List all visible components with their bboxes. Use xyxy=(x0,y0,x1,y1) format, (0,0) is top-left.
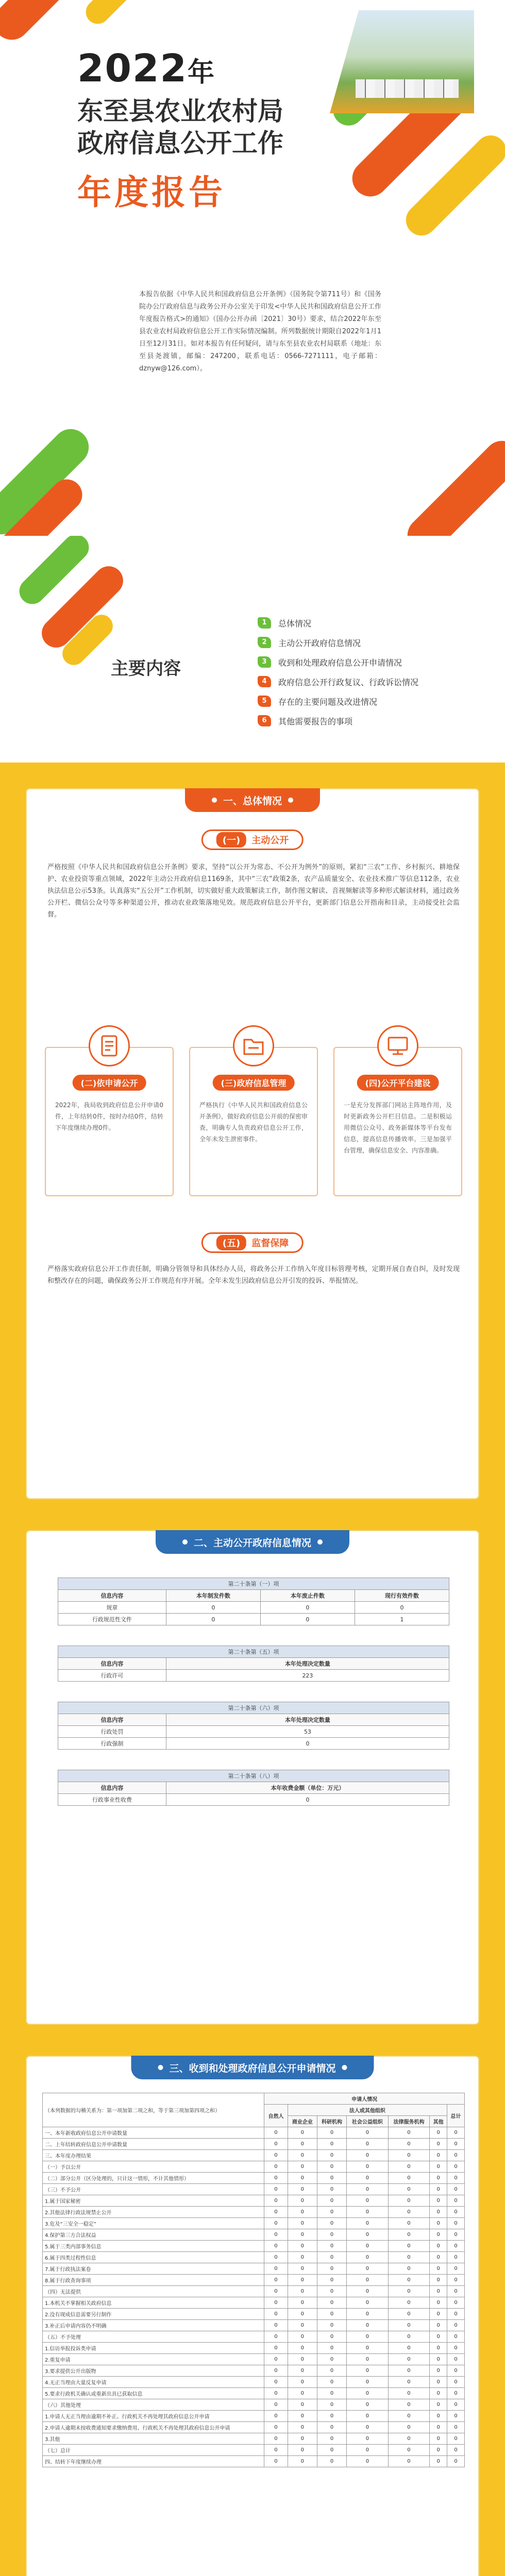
table-row: 3.危及“三安全一稳定” 0 0 0 0 0 0 0 xyxy=(43,2218,465,2229)
card-platform-building xyxy=(333,1047,462,1196)
toc-item[interactable] xyxy=(258,652,418,672)
card-text: 2022年，我局收到政府信息公开申请0件，上年结转0件，按时办结0件，结转下年度继续办理0件。 xyxy=(55,1101,163,1131)
table-of-contents xyxy=(0,536,505,762)
subsection-heading: (五) 监督保障 xyxy=(201,1232,304,1253)
supervision-text: 严格落实政府信息公开工作责任制，明确分管领导和具体经办人员，将政务公开工作纳入年度目标管理考核，定期开展自查自纠，及时发现和整改存在的问题，确保政务公开工作规范有序开展。全年未发生因政府信息公开引发的投诉、举报情况。 xyxy=(47,1265,460,1285)
table-row: 4.保护第三方合法权益 0 0 0 0 0 0 0 xyxy=(43,2229,465,2241)
toc-number: 5 xyxy=(258,696,271,707)
table-header-row: 自然人 法人或其他组织 总计 xyxy=(43,2105,465,2116)
table-row: 4.无正当理由大量反复申请 0 0 0 0 0 0 0 xyxy=(43,2377,465,2388)
table-row: 6.属于四类过程性信息 0 0 0 0 0 0 0 xyxy=(43,2252,465,2263)
table-band-row: 第二十条第（八）项 xyxy=(58,1770,449,1782)
table-row: 行政事业性收费 0 xyxy=(58,1794,449,1806)
section-banner: 二、主动公开政府信息情况 xyxy=(156,1530,349,1554)
table-row: （六）其他处理 0 0 0 0 0 0 0 xyxy=(43,2399,465,2411)
toc-title: 主要内容 xyxy=(111,658,181,679)
table-row: 行政许可 223 xyxy=(58,1670,449,1682)
table-row: 二、上年结转政府信息公开申请数量 0 0 0 0 0 0 0 xyxy=(43,2139,465,2150)
table-header-row: 信息内容 本年处理决定数量 xyxy=(58,1714,449,1726)
card-application-disclosure xyxy=(45,1047,174,1196)
table-row: （二）部分公开（区分处理的，只计这一情形，不计其他情形） 0 0 0 0 0 0 0 xyxy=(43,2173,465,2184)
toc-label: 其他需要报告的事项 xyxy=(278,716,353,726)
table-row: 1.信访举报投诉类申请 0 0 0 0 0 0 0 xyxy=(43,2343,465,2354)
section-applications xyxy=(26,2056,479,2576)
table-header-row: 信息内容 本年制发件数 本年废止件数 现行有效件数 xyxy=(58,1590,449,1602)
village-photo xyxy=(330,10,474,113)
section-overview xyxy=(26,788,479,1499)
intro-text: 本报告依据《中华人民共和国政府信息公开条例》（国务院令第711号）和《国务院办公厅政府信息与政务公开办公室关于印发<中华人民共和国政府信息公开工作年度报告格式>的通知》（国办公开办函〔2021〕30号）要求，结合2022年东至县农业农村局政府信息公开工作实际情况编制。所列数据统计期限自2022年1月1日至12月31日。如对本报告有任何疑问，请与东至县农业农村局联系（地址：东至县尧渡镇，邮编：247200，联系电话：0566-7271111，电子邮箱：dznyw@126.com）。 xyxy=(139,291,381,372)
toc-label: 存在的主要问题及改进情况 xyxy=(278,697,378,707)
active-disclosure-text: 严格按照《中华人民共和国政府信息公开条例》要求，坚持“以公开为常态、不公开为例外”的原则，紧扣“三农”工作、乡村振兴、耕地保护、农业投资等重点领域，2022年主动公开政府信息1169条，其中“三农”政策2条，农产品质量安全、农业技术推广等信息112条，农业执法信息公示53条。认真落实“五公开”工作机制，切实做好重大政策解读工作，制作图文解读、音视频解读等多种形式解读材料，通过政务公开栏、微信公众号等多种渠道公开，推动农业政策落地见效。规范政府信息公开平台，更新部门信息公开指南和目录，主动接受社会监督。 xyxy=(47,863,460,919)
table-row: （五）不予处理 0 0 0 0 0 0 0 xyxy=(43,2331,465,2343)
section-active-disclosure xyxy=(26,1530,479,2025)
toc-label: 收到和处理政府信息公开申请情况 xyxy=(278,657,402,668)
table-header-row: 信息内容 本年处理决定数量 xyxy=(58,1658,449,1670)
table-row: （四）无法提供 0 0 0 0 0 0 0 xyxy=(43,2286,465,2297)
table-row: 7.属于行政执法案卷 0 0 0 0 0 0 0 xyxy=(43,2263,465,2275)
table-row: 8.属于行政查询事项 0 0 0 0 0 0 0 xyxy=(43,2275,465,2286)
table-row: 2.重复申请 0 0 0 0 0 0 0 xyxy=(43,2354,465,2365)
table-row: 1.申请人无正当理由逾期不补正、行政机关不再处理其政府信息公开申请 0 0 0 0 0 0 0 xyxy=(43,2411,465,2422)
toc-number: 2 xyxy=(258,637,271,648)
toc-label: 政府信息公开行政复议、行政诉讼情况 xyxy=(278,677,419,687)
cover-decor-stripe xyxy=(81,0,156,29)
table-row: （七）总计 0 0 0 0 0 0 0 xyxy=(43,2445,465,2456)
table-row: 5.属于三类内部事务信息 0 0 0 0 0 0 0 xyxy=(43,2241,465,2252)
card-label: (二)依申请公开 xyxy=(73,1075,146,1091)
toc-label: 主动公开政府信息情况 xyxy=(278,638,361,648)
cover-decor-stripe xyxy=(400,433,505,536)
table-header-row: （本列数据的勾稽关系为：第一项加第二项之和，等于第三项加第四项之和） 申请人情况 xyxy=(43,2093,465,2105)
card-label: (四)公开平台建设 xyxy=(357,1075,439,1091)
card-text: 严格执行《中华人民共和国政府信息公开条例》，做好政府信息公开前的保密审查，明确专人负责政府信息公开工作，全年未发生泄密事件。 xyxy=(199,1101,308,1143)
table-row: 行政规范性文件 0 0 1 xyxy=(58,1614,449,1625)
table-band-row: 第二十条第（六）项 xyxy=(58,1702,449,1714)
toc-number: 4 xyxy=(258,676,271,687)
toc-list xyxy=(258,613,418,731)
toc-number: 3 xyxy=(258,656,271,668)
active-disclosure-table xyxy=(58,1578,449,1806)
table-band-row: 第二十条第（五）项 xyxy=(58,1646,449,1658)
toc-number: 1 xyxy=(258,617,271,629)
cover xyxy=(0,0,505,536)
toc-label: 总体情况 xyxy=(278,618,312,629)
table-header-row: 商业企业 科研机构 社会公益组织 法律服务机构 其他 xyxy=(43,2116,465,2127)
table-row: 2.申请人逾期未按收费通知要求缴纳费用、行政机关不再处理其政府信息公开申请 0 0 0 0 0 0 0 xyxy=(43,2422,465,2433)
card-label: (三)政府信息管理 xyxy=(213,1075,295,1091)
document-icon xyxy=(89,1025,130,1066)
toc-item[interactable] xyxy=(258,691,418,711)
table-row: 四、结转下年度继续办理 0 0 0 0 0 0 0 xyxy=(43,2456,465,2467)
report-title: 年度报告 xyxy=(77,173,226,212)
folder-icon xyxy=(233,1025,274,1066)
toc-number: 6 xyxy=(258,715,271,726)
report-year: 2022年 xyxy=(77,46,215,91)
subsection-heading: (一) 主动公开 xyxy=(201,829,304,850)
three-cards xyxy=(45,1047,462,1201)
applications-table xyxy=(42,2093,465,2467)
card-info-management xyxy=(189,1047,318,1196)
table-row: 5.要求行政机关确认或重新出具已获取信息 0 0 0 0 0 0 0 xyxy=(43,2388,465,2399)
toc-item[interactable] xyxy=(258,672,418,691)
table-row: 1.本机关不掌握相关政府信息 0 0 0 0 0 0 0 xyxy=(43,2297,465,2309)
table-row: 3.其他 0 0 0 0 0 0 0 xyxy=(43,2433,465,2445)
report-agency-title: 东至县农业农村局 政府信息公开工作 xyxy=(77,96,283,158)
table-row: 1.属于国家秘密 0 0 0 0 0 0 0 xyxy=(43,2195,465,2207)
toc-item[interactable] xyxy=(258,613,418,633)
table-header-row: 信息内容 本年收费金额（单位：万元） xyxy=(58,1782,449,1794)
table-row: 一、本年新收政府信息公开申请数量 0 0 0 0 0 0 0 xyxy=(43,2127,465,2139)
card-text: 一是充分发挥部门网站主阵地作用，及时更新政务公开栏目信息。二是积极运用微信公众号、政务新媒体等平台发布信息，提高信息传播效率。三是加强平台管理，确保信息安全、内容准确。 xyxy=(344,1101,452,1154)
table-row: （三）不予公开 0 0 0 0 0 0 0 xyxy=(43,2184,465,2195)
table-row: 行政处罚 53 xyxy=(58,1726,449,1738)
table-row: 2.其他法律行政法规禁止公开 0 0 0 0 0 0 0 xyxy=(43,2207,465,2218)
table-row: 规章 0 0 0 xyxy=(58,1602,449,1614)
table-band-row: 第二十条第（一）项 xyxy=(58,1578,449,1590)
toc-item[interactable] xyxy=(258,711,418,731)
table-row: 3.补正后申请内容仍不明确 0 0 0 0 0 0 0 xyxy=(43,2320,465,2331)
table-row: （一）予以公开 0 0 0 0 0 0 0 xyxy=(43,2161,465,2173)
section-banner: 三、收到和处理政府信息公开申请情况 xyxy=(131,2056,374,2079)
table-row: 2.没有现成信息需要另行制作 0 0 0 0 0 0 0 xyxy=(43,2309,465,2320)
toc-item[interactable] xyxy=(258,633,418,652)
monitor-icon xyxy=(377,1025,418,1066)
section-banner: 一、总体情况 xyxy=(185,788,320,812)
table-row: 3.要求提供公开出版物 0 0 0 0 0 0 0 xyxy=(43,2365,465,2377)
table-row: 行政强制 0 xyxy=(58,1738,449,1750)
table-row: 三、本年度办理结果 0 0 0 0 0 0 0 xyxy=(43,2150,465,2161)
